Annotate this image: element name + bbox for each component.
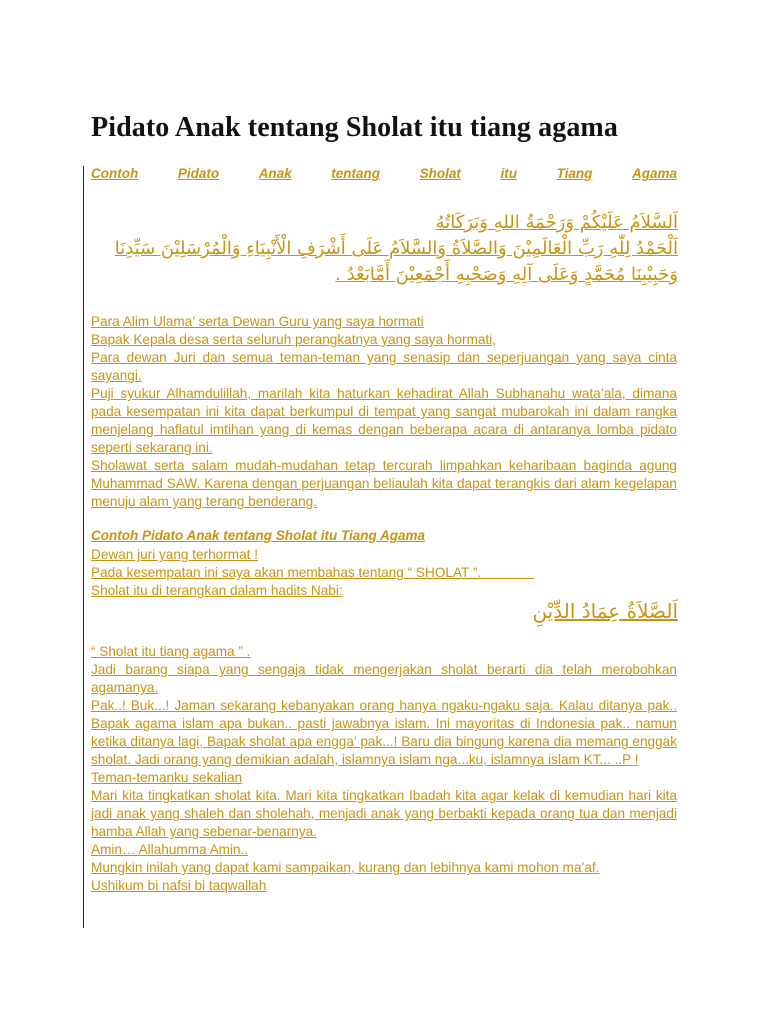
subheading-word: Anak <box>258 166 292 181</box>
paragraph: Puji syukur Alhamdulillah, marilah kita haturkan kehadirat Allah Subhanahu wata’ala, dimana pada kesempatan ini kita dapat berkumpul di tempat yang sangat mubarokah ini dalam rangka menjelang haflatul imtihan yang di kemas dengan beberapa acara di antaranya lomba pidato seperti sekarang ini. <box>91 386 677 455</box>
subheading-word: Contoh <box>91 166 139 181</box>
paragraph: Pada kesempatan ini saya akan membahas tentang “ SHOLAT ”. <box>91 565 535 580</box>
subheading-word: Agama <box>631 166 677 181</box>
intro-paragraphs <box>91 546 677 600</box>
paragraph: Para dewan Juri dan semua teman-teman yang senasip dan seperjuangan yang saya cinta sayangi. <box>91 350 677 383</box>
paragraph: Jadi barang siapa yang sengaja tidak mengerjakan sholat berarti dia telah merobohkan agamanya. <box>91 662 677 695</box>
arabic-line: اَلسَّلاَمُ عَلَيْكُمْ وَرَحْمَةُ اللهِ وَبَرَكَاتُهُ <box>435 212 678 233</box>
subheading-word: Tiang <box>556 166 593 181</box>
subheading-word: tentang <box>331 166 381 181</box>
paragraph: Bapak Kepala desa serta seluruh perangkatnya yang saya hormati, <box>91 332 497 347</box>
paragraph: Para Alim Ulama’ serta Dewan Guru yang saya hormati <box>91 314 424 329</box>
paragraph: Sholat itu di terangkan dalam hadits Nabi: <box>91 583 343 598</box>
subheading-2: Contoh Pidato Anak tentang Sholat itu Tiang Agama <box>91 528 426 543</box>
subheading-word: Pidato <box>177 166 220 181</box>
margin-line <box>83 166 84 928</box>
paragraph: Ushikum bi nafsi bi taqwallah <box>91 878 267 893</box>
page-title: Pidato Anak tentang Sholat itu tiang agama <box>91 112 618 143</box>
paragraph: Mungkin inilah yang dapat kami sampaikan, kurang dan lebihnya kami mohon ma’af. <box>91 860 600 875</box>
arabic-line: اَلْحَمْدُ لِلّٰهِ رَبِّ الْعَالَمِيْنَ وَالصَّلاَةُ وَالسَّلاَمُ عَلَى أَشْرَفِ الْأَنْبِيَاءِ وَالْمُرْسَلِيْنَ سَيِّدِنَا <box>114 238 678 259</box>
arabic-hadith: اَلصَّلاَةُ عِمَادُ الدِّيْنِ <box>532 599 678 623</box>
paragraph: Amin… Allahumma Amin.. <box>91 842 249 857</box>
subheading-word: Sholat <box>419 166 461 181</box>
main-paragraphs <box>91 643 677 895</box>
subheading-1 <box>91 166 677 181</box>
paragraph: Mari kita tingkatkan sholat kita. Mari kita tingkatkan Ibadah kita agar kelak di kemudian hari kita jadi anak yang shaleh dan sholehah, menjadi anak yang berbakti kepada orang tua dan menjadi hamba Allah yang sebenar-benarnya. <box>91 788 677 839</box>
opening-paragraphs <box>91 313 677 511</box>
arabic-line: وَحَبِيْبِنَا مُحَمَّدٍ وَعَلَى آلِهِ وَصَحْبِهِ أَجْمَعِيْنَ أَمَّابَعْدُ . <box>335 264 678 285</box>
paragraph: Teman-temanku sekalian <box>91 770 243 785</box>
subheading-word: itu <box>500 166 517 181</box>
paragraph: Dewan juri yang terhormat ! <box>91 547 258 562</box>
paragraph: “ Sholat itu tiang agama ” . <box>91 644 251 659</box>
paragraph: Sholawat serta salam mudah-mudahan tetap tercurah limpahkan keharibaan baginda agung Muhammad SAW. Karena dengan perjuangan beliaulah kita dapat terangkis dari alam kegelapan menuju alam yang terang benderang. <box>91 458 677 509</box>
arabic-greeting <box>91 210 678 288</box>
paragraph: Pak..! Buk...! Jaman sekarang kebanyakan orang hanya ngaku-ngaku saja. Kalau ditanya pak.. Bapak agama islam apa bukan.. pasti jawabnya islam. Ini mayoritas di Indonesia pak.. namun ketika ditanya lagi, Bapak sholat apa engga’ pak...! Baru dia bingung karena dia memang enggak sholat. Jadi orang yang demikian adalah, islamnya islam nga...ku, islamnya islam KT... ..P ! <box>91 698 677 767</box>
